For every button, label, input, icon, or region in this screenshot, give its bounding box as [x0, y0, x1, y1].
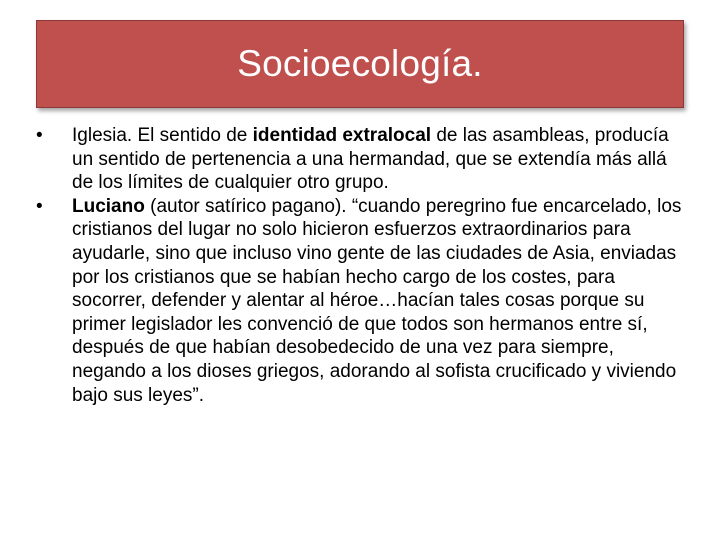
bullet-text-before: Iglesia. El sentido de [72, 125, 253, 146]
title-banner [36, 20, 684, 108]
slide-body [36, 124, 686, 407]
slide-title: Socioecología. [237, 43, 483, 84]
bullet-text-bold: Luciano [72, 195, 145, 217]
bullet-text-bold: identidad extralocal [252, 125, 432, 146]
bullet-text-after: de las asambleas, producía un sentido de pertenencia a una hermandad, que se extendía más allá de los límites de cualquier otro grupo. [72, 125, 669, 194]
bullet-icon: • [36, 195, 43, 217]
bullet-item-iglesia [36, 124, 686, 195]
bullet-icon: • [36, 125, 43, 146]
bullet-text-after: (autor satírico pagano). “cuando peregrino fue encarcelado, los cristianos del lugar no solo hicieron esfuerzos extraordinarios para ayudarle, sino que incluso vino gente de las ciudades de Asia, enviadas por los cristianos que se habían hecho cargo de los costes, para socorrer, defender y alentar al héroe…hacían tales cosas porque su primer legislador les convenció de que todos son hermanos entre sí, después de que habían desobedecido de una vez para siempre, negando a los dioses griegos, adorando al sofista crucificado y viviendo bajo sus leyes”. [72, 195, 682, 406]
bullet-item-luciano [36, 195, 686, 407]
